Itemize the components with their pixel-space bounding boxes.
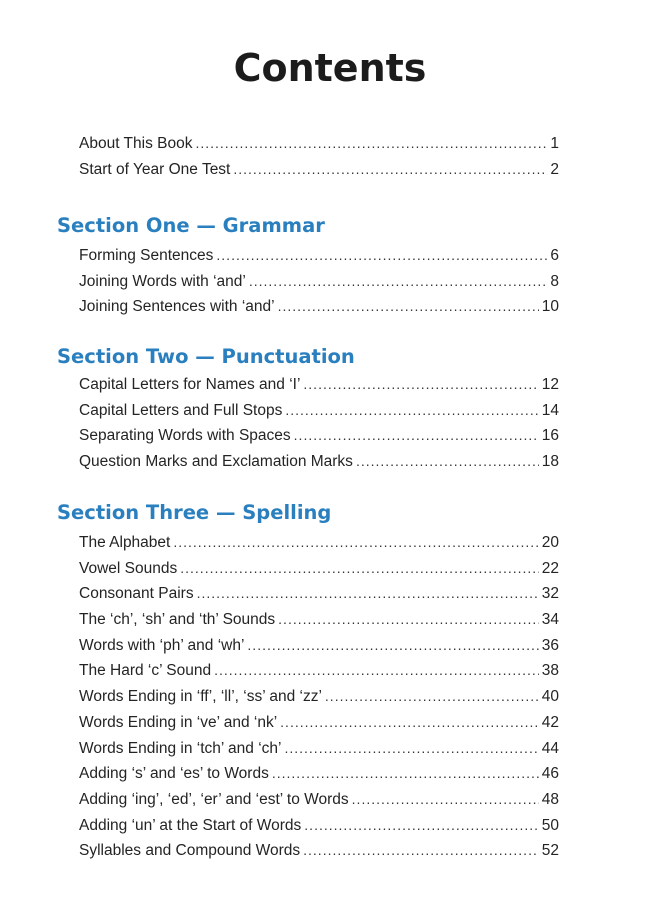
toc-entry-label: The ‘ch’, ‘sh’ and ‘th’ Sounds [79, 611, 276, 629]
toc-entry-label: Capital Letters for Names and ‘I’ [79, 376, 301, 393]
toc-entry[interactable] [79, 761, 559, 787]
toc-entry-page: 12 [541, 376, 559, 393]
toc-entry-page: 8 [550, 272, 559, 290]
toc-entry[interactable] [79, 449, 559, 475]
toc-entry[interactable] [79, 787, 559, 813]
toc-entry-page: 40 [541, 688, 559, 706]
toc-entry[interactable] [79, 813, 559, 839]
toc-entry-label: Syllables and Compound Words [79, 842, 301, 860]
toc-entry-page: 16 [541, 427, 559, 445]
toc-entry-label: Capital Letters and Full Stops [79, 401, 283, 419]
toc-entry[interactable] [79, 269, 559, 295]
toc-entry-page: 10 [541, 298, 559, 316]
dot-leader [280, 710, 539, 736]
toc-entry-label: Words Ending in ‘ff’, ‘ll’, ‘ss’ and ‘zz’ [79, 688, 322, 706]
section-grammar [0, 214, 660, 320]
toc-entry[interactable] [79, 556, 559, 582]
toc-entry-page: 38 [541, 662, 559, 680]
dot-leader [352, 787, 539, 813]
toc-entry[interactable] [79, 294, 559, 320]
dot-leader [303, 372, 538, 398]
section-heading: Section Two — Punctuation [57, 345, 355, 368]
dot-leader [180, 556, 539, 582]
toc-entry-label: Adding ‘s’ and ‘es’ to Words [79, 765, 269, 783]
toc-entry-page: 20 [541, 534, 559, 551]
dot-leader [216, 243, 547, 269]
dot-leader [272, 761, 539, 787]
toc-entry-label: Question Marks and Exclamation Marks [79, 453, 353, 471]
toc-entry-label: Joining Sentences with ‘and’ [79, 298, 275, 316]
dot-leader [214, 658, 539, 684]
toc-entry-page: 6 [550, 247, 559, 264]
toc-entry-label: Adding ‘un’ at the Start of Words [79, 816, 302, 834]
toc-entry[interactable] [79, 530, 559, 556]
toc-entry-page: 42 [541, 713, 559, 731]
toc-entry[interactable] [79, 684, 559, 710]
toc-entry-label: The Hard ‘c’ Sound [79, 662, 212, 680]
toc-entry-page: 2 [550, 160, 559, 178]
toc-entry[interactable] [79, 372, 559, 398]
section-heading: Section Three — Spelling [57, 501, 332, 524]
dot-leader [173, 530, 538, 556]
toc-entry[interactable] [79, 736, 559, 762]
dot-leader [195, 131, 547, 157]
dot-leader [284, 736, 538, 762]
toc-entry-page: 48 [541, 790, 559, 808]
toc-entry-page: 22 [541, 559, 559, 577]
page-title: Contents [233, 46, 427, 90]
toc-entry[interactable] [79, 607, 559, 633]
toc-entry-label: Adding ‘ing’, ‘ed’, ‘er’ and ‘est’ to Words [79, 790, 349, 808]
dot-leader [249, 269, 548, 295]
section-spelling [0, 501, 660, 864]
toc-entry-label: The Alphabet [79, 534, 171, 551]
dot-leader [247, 633, 538, 659]
toc-entry-page: 52 [541, 842, 559, 860]
dot-leader [356, 449, 539, 475]
section-punctuation [0, 345, 660, 475]
toc-entry-label: Forming Sentences [79, 247, 214, 264]
toc-entry-label: Words with ‘ph’ and ‘wh’ [79, 636, 245, 654]
toc-entry[interactable] [79, 710, 559, 736]
toc-entry-label: Consonant Pairs [79, 585, 194, 603]
toc-entry[interactable] [79, 633, 559, 659]
dot-leader [278, 294, 539, 320]
dot-leader [294, 423, 539, 449]
toc-entry[interactable] [79, 157, 559, 183]
toc-entry-page: 44 [541, 739, 559, 757]
toc-entry-page: 34 [541, 611, 559, 629]
intro-list [0, 131, 660, 182]
toc-entry-page: 1 [550, 135, 559, 152]
toc-entry[interactable] [79, 131, 559, 157]
dot-leader [233, 157, 547, 183]
toc-entry[interactable] [79, 658, 559, 684]
toc-entry-page: 32 [541, 585, 559, 603]
toc-entry-page: 50 [541, 816, 559, 834]
toc-entry-label: Separating Words with Spaces [79, 427, 291, 445]
dot-leader [325, 684, 539, 710]
toc-entry-label: About This Book [79, 135, 193, 152]
toc-entry-label: Words Ending in ‘tch’ and ‘ch’ [79, 739, 282, 757]
dot-leader [304, 813, 538, 839]
toc-entry-page: 36 [541, 636, 559, 654]
toc-entry-page: 14 [541, 401, 559, 419]
section-heading: Section One — Grammar [57, 214, 325, 237]
dot-leader [197, 581, 539, 607]
toc-entry-label: Vowel Sounds [79, 559, 178, 577]
dot-leader [285, 398, 538, 424]
dot-leader [303, 838, 539, 864]
toc-entry[interactable] [79, 398, 559, 424]
toc-entry-label: Start of Year One Test [79, 160, 231, 178]
dot-leader [278, 607, 539, 633]
toc-entry-label: Joining Words with ‘and’ [79, 272, 246, 290]
toc-entry-page: 18 [541, 453, 559, 471]
toc-entry[interactable] [79, 838, 559, 864]
toc-entry[interactable] [79, 243, 559, 269]
toc-entry-label: Words Ending in ‘ve’ and ‘nk’ [79, 713, 278, 731]
toc-entry[interactable] [79, 581, 559, 607]
toc-entry[interactable] [79, 423, 559, 449]
toc-entry-page: 46 [541, 765, 559, 783]
